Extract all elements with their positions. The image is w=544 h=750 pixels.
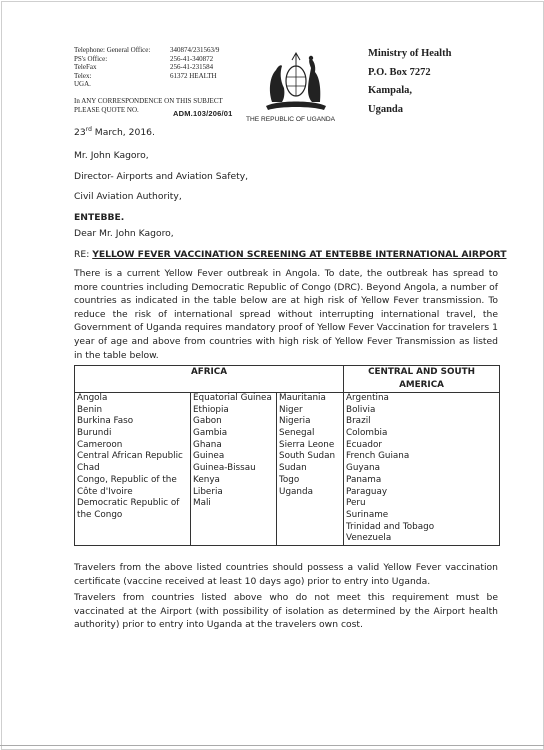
date-rest: March, 2016. (91, 127, 155, 139)
country-item: Sierra Leone (279, 439, 335, 450)
contact-value: 256-41-231584 (170, 63, 214, 72)
country-item: Gabon (193, 416, 222, 427)
table-header-row (75, 366, 500, 393)
country-item: Panama (346, 474, 382, 485)
country-item: Senegal (279, 428, 315, 439)
country-item: Argentina (346, 393, 389, 403)
africa-column-3 (277, 393, 344, 546)
country-item: Democratic Republic of the Congo (77, 498, 180, 520)
ministry-line: Kampala, (368, 85, 413, 96)
ministry-line: Uganda (368, 103, 404, 115)
contact-row (74, 55, 264, 64)
country-item: Niger (279, 404, 303, 415)
recipient-line: Civil Aviation Authority, (74, 191, 182, 202)
africa-column-1 (75, 393, 191, 546)
reference-number: ADM.103/206/01 (173, 109, 233, 118)
country-item: French Guiana (346, 451, 410, 462)
country-item: Chad (77, 463, 100, 474)
recipient-address (74, 146, 248, 228)
country-item: Nigeria (279, 416, 311, 427)
ministry-address (368, 45, 451, 119)
country-item: Angola (77, 393, 108, 403)
country-item: Burkina Faso (77, 416, 134, 427)
country-item: Venezuela (346, 533, 392, 544)
country-item: Liberia (193, 486, 223, 497)
country-item: Guyana (346, 463, 380, 474)
contact-block (74, 46, 264, 89)
country-item: Burundi (77, 428, 112, 439)
date-suffix: rd (85, 126, 92, 133)
country-item: Kenya (193, 474, 220, 485)
country-item: Congo, Republic of the (77, 474, 177, 485)
country-item: Ghana (193, 439, 222, 450)
americas-column (344, 393, 500, 546)
africa-column-2 (191, 393, 277, 546)
contact-value: 256-41-340872 (170, 54, 214, 63)
contact-value: 61372 HEALTH (170, 71, 217, 80)
contact-label: UGA. (74, 80, 91, 89)
country-item: Ethiopia (193, 404, 229, 415)
contact-label: Telex: (74, 71, 92, 80)
contact-label: TeleFax (74, 63, 97, 72)
country-item: Central African Republic (77, 451, 183, 462)
contact-row (74, 46, 264, 55)
letter-date (74, 126, 155, 138)
country-item: Ecuador (346, 439, 382, 450)
uganda-coat-of-arms-icon (258, 50, 334, 116)
salutation: Dear Mr. John Kagoro, (74, 228, 174, 239)
country-item: Peru (346, 498, 366, 509)
date-day: 23 (74, 127, 86, 139)
country-item: Guinea-Bissau (193, 463, 256, 474)
contact-value: 340874/231563/9 (170, 46, 220, 54)
recipient-line: Mr. John Kagoro, (74, 150, 149, 161)
country-item: Paraguay (346, 486, 388, 497)
contact-row (74, 72, 264, 81)
ministry-line: Ministry of Health (368, 48, 452, 59)
table-body-row (75, 393, 500, 546)
country-item: Sudan (279, 463, 307, 474)
country-item: Côte d'Ivoire (77, 486, 133, 497)
country-item: Suriname (346, 509, 389, 520)
country-item: Bolivia (346, 404, 376, 415)
recipient-line: Director- Airports and Aviation Safety, (74, 170, 249, 182)
country-item: Togo (279, 474, 300, 485)
header-africa: AFRICA (75, 366, 344, 393)
subject-text: YELLOW FEVER VACCINATION SCREENING AT ENTEBBE INTERNATIONAL AIRPORT (92, 249, 507, 260)
page-bottom-edge (0, 745, 544, 746)
contact-row (74, 63, 264, 72)
country-item: Mauritania (279, 393, 326, 403)
country-item: Mali (193, 498, 211, 509)
country-item: Cameroon (77, 439, 123, 450)
high-risk-countries-table (74, 365, 500, 546)
country-item: Colombia (346, 428, 388, 439)
paragraph-outbreak: There is a current Yellow Fever outbreak in Angola. To date, the outbreak has spread to more countries including Democratic Republic of Congo (DRC). Beyond Angola, a number of countries as indicated in the table below are at high risk of Yellow Fever transmission. To reduce the risk of international spread without interrupting international travel, the Government of Uganda requires mandatory proof of Yellow Fever Vaccination for travelers 1 year of age and above from countries with high risk of Yellow Fever Transmission as listed in the table below. (74, 268, 498, 361)
country-item: Gambia (193, 428, 228, 439)
country-item: Benin (77, 404, 103, 415)
country-item: South Sudan (279, 451, 336, 462)
country-item: Equatorial Guinea (193, 393, 272, 403)
contact-row (74, 80, 264, 89)
paragraph-certificate: Travelers from the above listed countries should possess a valid Yellow Fever vaccination certificate (vaccine received at least 10 days ago) prior to entry into Uganda. (74, 562, 498, 587)
paragraph-airport-vaccination: Travelers from countries listed above who do not meet this requirement must be vaccinated at the Airport (with possibility of isolation as determined by the Airport health authority) prior to entry into Uganda at the travelers own cost. (74, 592, 498, 631)
country-item: Brazil (346, 416, 371, 427)
country-item: Trinidad and Tobago (346, 521, 435, 532)
re-prefix: RE: (74, 249, 93, 260)
republic-label: THE REPUBLIC OF UGANDA (246, 116, 336, 123)
ministry-line: P.O. Box 7272 (368, 66, 431, 78)
subject-line (74, 249, 506, 260)
recipient-line: ENTEBBE. (74, 211, 125, 223)
header-americas: CENTRAL AND SOUTH AMERICA (344, 366, 500, 393)
country-item: Uganda (279, 486, 313, 497)
country-item: Guinea (193, 451, 225, 462)
contact-label: PS's Office: (74, 54, 108, 63)
correspondence-note: In ANY CORRESPONDENCE ON THIS SUBJECT PLEASE QUOTE NO. (74, 97, 223, 114)
contact-label: Telephone: General Office: (74, 46, 151, 54)
